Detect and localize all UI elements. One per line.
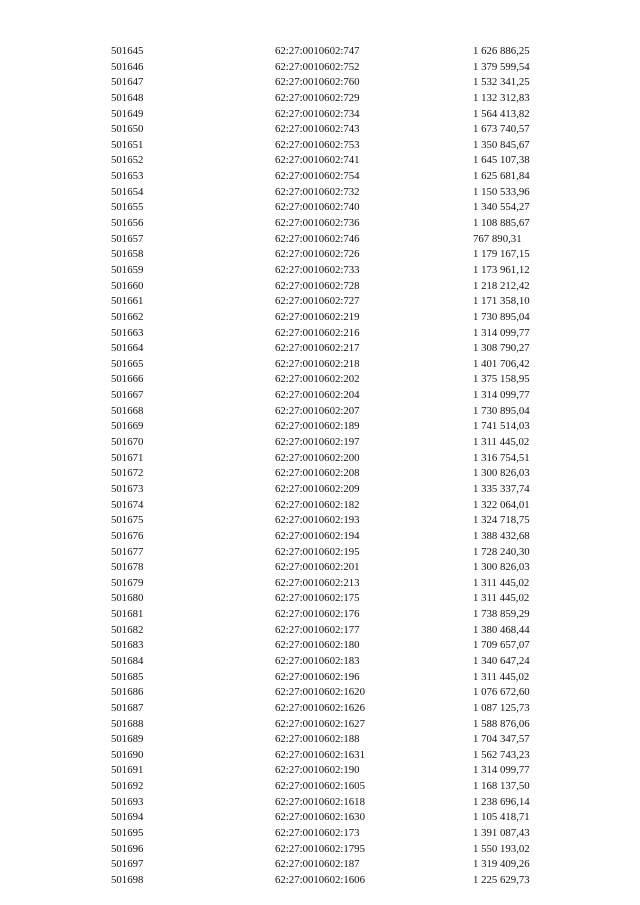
cadastral-value: 1 300 826,03 [473,561,530,574]
cadastral-number: 62:27:0010602:1620 [275,686,365,699]
table-row [0,763,640,779]
cadastral-number: 62:27:0010602:190 [275,764,360,777]
table-row [0,795,640,811]
row-number: 501685 [111,670,144,683]
cadastral-number: 62:27:0010602:194 [275,529,360,542]
table-row [0,60,640,76]
cadastral-value: 1 324 718,75 [473,514,530,527]
cadastral-number: 62:27:0010602:1618 [275,795,365,808]
cadastral-number: 62:27:0010602:728 [275,279,360,292]
row-number: 501670 [111,436,144,449]
table-row [0,341,640,357]
row-number: 501689 [111,733,144,746]
cadastral-value: 1 314 099,77 [473,389,530,402]
row-number: 501692 [111,780,144,793]
cadastral-value: 1 311 445,02 [473,592,530,605]
table-row [0,326,640,342]
row-number: 501679 [111,576,144,589]
table-row [0,372,640,388]
row-number: 501695 [111,827,144,840]
row-number: 501661 [111,295,144,308]
cadastral-number: 62:27:0010602:732 [275,185,360,198]
row-number: 501663 [111,326,144,339]
cadastral-number: 62:27:0010602:209 [275,482,360,495]
table-row [0,654,640,670]
table-row [0,466,640,482]
table-row [0,701,640,717]
row-number: 501656 [111,217,144,230]
cadastral-number: 62:27:0010602:754 [275,170,360,183]
table-row [0,670,640,686]
cadastral-number: 62:27:0010602:207 [275,404,360,417]
cadastral-value: 1 311 445,02 [473,436,530,449]
cadastral-number: 62:27:0010602:208 [275,467,360,480]
cadastral-number: 62:27:0010602:747 [275,45,360,57]
table-row [0,153,640,169]
table-row [0,591,640,607]
table-row [0,357,640,373]
row-number: 501672 [111,467,144,480]
cadastral-number: 62:27:0010602:219 [275,310,360,323]
cadastral-number: 62:27:0010602:193 [275,514,360,527]
cadastral-number: 62:27:0010602:182 [275,498,360,511]
table-row [0,576,640,592]
cadastral-value: 1 105 418,71 [473,811,530,824]
cadastral-value: 1 350 845,67 [473,138,530,151]
row-number: 501694 [111,811,144,824]
cadastral-value: 1 225 629,73 [473,873,530,886]
cadastral-number: 62:27:0010602:733 [275,263,360,276]
cadastral-value: 1 562 743,23 [473,748,530,761]
cadastral-number: 62:27:0010602:217 [275,342,360,355]
cadastral-value: 1 709 657,07 [473,639,530,652]
table-row [0,279,640,295]
row-number: 501645 [111,45,144,57]
table-row [0,451,640,467]
table-row [0,419,640,435]
cadastral-value: 1 730 895,04 [473,310,530,323]
row-number: 501671 [111,451,144,464]
cadastral-value: 1 322 064,01 [473,498,530,511]
row-number: 501682 [111,623,144,636]
row-number: 501666 [111,373,144,386]
row-number: 501658 [111,248,144,261]
table-row [0,44,640,60]
row-number: 501655 [111,201,144,214]
cadastral-number: 62:27:0010602:187 [275,858,360,871]
cadastral-value: 1 335 337,74 [473,482,530,495]
row-number: 501693 [111,795,144,808]
table-row [0,482,640,498]
table-row [0,294,640,310]
cadastral-number: 62:27:0010602:197 [275,436,360,449]
row-number: 501675 [111,514,144,527]
cadastral-value: 1 340 647,24 [473,654,530,667]
row-number: 501659 [111,263,144,276]
cadastral-value: 1 300 826,03 [473,467,530,480]
row-number: 501668 [111,404,144,417]
cadastral-number: 62:27:0010602:1795 [275,842,365,855]
row-number: 501696 [111,842,144,855]
cadastral-number: 62:27:0010602:736 [275,217,360,230]
table-row [0,529,640,545]
cadastral-value: 1 375 158,95 [473,373,530,386]
row-number: 501676 [111,529,144,542]
cadastral-value: 1 645 107,38 [473,154,530,167]
cadastral-value: 1 704 347,57 [473,733,530,746]
cadastral-number: 62:27:0010602:202 [275,373,360,386]
cadastral-number: 62:27:0010602:1626 [275,701,365,714]
table-row [0,200,640,216]
row-number: 501650 [111,123,144,136]
cadastral-value: 1 401 706,42 [473,357,530,370]
row-number: 501664 [111,342,144,355]
row-number: 501691 [111,764,144,777]
row-number: 501665 [111,357,144,370]
cadastral-number: 62:27:0010602:760 [275,76,360,89]
row-number: 501697 [111,858,144,871]
row-number: 501684 [111,654,144,667]
row-number: 501657 [111,232,144,245]
cadastral-number: 62:27:0010602:204 [275,389,360,402]
cadastral-value: 1 564 413,82 [473,107,530,120]
table-row [0,107,640,123]
row-number: 501649 [111,107,144,120]
table-row [0,842,640,858]
cadastral-value: 1 308 790,27 [473,342,530,355]
row-number: 501677 [111,545,144,558]
cadastral-value: 1 550 193,02 [473,842,530,855]
table-row [0,75,640,91]
cadastral-number: 62:27:0010602:176 [275,608,360,621]
cadastral-number: 62:27:0010602:218 [275,357,360,370]
table-row [0,857,640,873]
table-row [0,810,640,826]
data-table [0,44,640,889]
cadastral-number: 62:27:0010602:173 [275,827,360,840]
table-row [0,247,640,263]
cadastral-value: 1 150 533,96 [473,185,530,198]
cadastral-value: 1 388 432,68 [473,529,530,542]
table-row [0,435,640,451]
cadastral-number: 62:27:0010602:196 [275,670,360,683]
cadastral-value: 1 730 895,04 [473,404,530,417]
row-number: 501669 [111,420,144,433]
cadastral-number: 62:27:0010602:753 [275,138,360,151]
row-number: 501690 [111,748,144,761]
cadastral-number: 62:27:0010602:746 [275,232,360,245]
table-row [0,826,640,842]
table-row [0,138,640,154]
cadastral-number: 62:27:0010602:200 [275,451,360,464]
cadastral-number: 62:27:0010602:1606 [275,873,365,886]
cadastral-number: 62:27:0010602:1631 [275,748,365,761]
cadastral-value: 1 728 240,30 [473,545,530,558]
cadastral-value: 1 311 445,02 [473,670,530,683]
cadastral-number: 62:27:0010602:1630 [275,811,365,824]
row-number: 501646 [111,60,144,73]
cadastral-value: 1 626 886,25 [473,45,530,57]
cadastral-number: 62:27:0010602:183 [275,654,360,667]
row-number: 501647 [111,76,144,89]
row-number: 501653 [111,170,144,183]
table-row [0,185,640,201]
table-row [0,732,640,748]
cadastral-value: 1 391 087,43 [473,827,530,840]
cadastral-number: 62:27:0010602:195 [275,545,360,558]
cadastral-value: 1 168 137,50 [473,780,530,793]
cadastral-value: 1 532 341,25 [473,76,530,89]
cadastral-value: 1 076 672,60 [473,686,530,699]
table-row [0,779,640,795]
table-row [0,685,640,701]
row-number: 501680 [111,592,144,605]
cadastral-number: 62:27:0010602:180 [275,639,360,652]
table-row [0,232,640,248]
cadastral-value: 1 238 696,14 [473,795,530,808]
row-number: 501651 [111,138,144,151]
cadastral-value: 1 380 468,44 [473,623,530,636]
table-row [0,122,640,138]
table-row [0,404,640,420]
table-row [0,169,640,185]
cadastral-number: 62:27:0010602:752 [275,60,360,73]
row-number: 501687 [111,701,144,714]
cadastral-number: 62:27:0010602:1627 [275,717,365,730]
table-row [0,513,640,529]
table-row [0,310,640,326]
table-row [0,388,640,404]
cadastral-value: 1 741 514,03 [473,420,530,433]
cadastral-value: 767 890,31 [473,232,522,245]
table-row [0,873,640,889]
cadastral-number: 62:27:0010602:189 [275,420,360,433]
cadastral-number: 62:27:0010602:1605 [275,780,365,793]
cadastral-number: 62:27:0010602:727 [275,295,360,308]
table-row [0,91,640,107]
cadastral-value: 1 340 554,27 [473,201,530,214]
row-number: 501667 [111,389,144,402]
row-number: 501681 [111,608,144,621]
table-row [0,560,640,576]
cadastral-value: 1 087 125,73 [473,701,530,714]
table-row [0,748,640,764]
table-row [0,545,640,561]
cadastral-value: 1 311 445,02 [473,576,530,589]
table-row [0,216,640,232]
cadastral-value: 1 132 312,83 [473,91,530,104]
row-number: 501674 [111,498,144,511]
cadastral-number: 62:27:0010602:726 [275,248,360,261]
cadastral-value: 1 173 961,12 [473,263,530,276]
row-number: 501648 [111,91,144,104]
cadastral-value: 1 179 167,15 [473,248,530,261]
cadastral-value: 1 171 358,10 [473,295,530,308]
cadastral-number: 62:27:0010602:188 [275,733,360,746]
row-number: 501686 [111,686,144,699]
cadastral-value: 1 379 599,54 [473,60,530,73]
cadastral-value: 1 625 681,84 [473,170,530,183]
cadastral-number: 62:27:0010602:740 [275,201,360,214]
cadastral-value: 1 316 754,51 [473,451,530,464]
row-number: 501652 [111,154,144,167]
table-row [0,607,640,623]
cadastral-value: 1 108 885,67 [473,217,530,230]
cadastral-number: 62:27:0010602:175 [275,592,360,605]
cadastral-number: 62:27:0010602:734 [275,107,360,120]
cadastral-value: 1 314 099,77 [473,764,530,777]
cadastral-number: 62:27:0010602:743 [275,123,360,136]
table-row [0,638,640,654]
cadastral-number: 62:27:0010602:741 [275,154,360,167]
row-number: 501688 [111,717,144,730]
cadastral-value: 1 738 859,29 [473,608,530,621]
cadastral-value: 1 319 409,26 [473,858,530,871]
row-number: 501673 [111,482,144,495]
row-number: 501660 [111,279,144,292]
table-row [0,623,640,639]
row-number: 501678 [111,561,144,574]
row-number: 501654 [111,185,144,198]
cadastral-value: 1 588 876,06 [473,717,530,730]
row-number: 501662 [111,310,144,323]
cadastral-number: 62:27:0010602:729 [275,91,360,104]
cadastral-number: 62:27:0010602:177 [275,623,360,636]
cadastral-number: 62:27:0010602:201 [275,561,360,574]
cadastral-number: 62:27:0010602:213 [275,576,360,589]
cadastral-number: 62:27:0010602:216 [275,326,360,339]
table-row [0,263,640,279]
row-number: 501698 [111,873,144,886]
table-row [0,717,640,733]
cadastral-value: 1 218 212,42 [473,279,530,292]
row-number: 501683 [111,639,144,652]
cadastral-value: 1 673 740,57 [473,123,530,136]
table-row [0,498,640,514]
cadastral-value: 1 314 099,77 [473,326,530,339]
